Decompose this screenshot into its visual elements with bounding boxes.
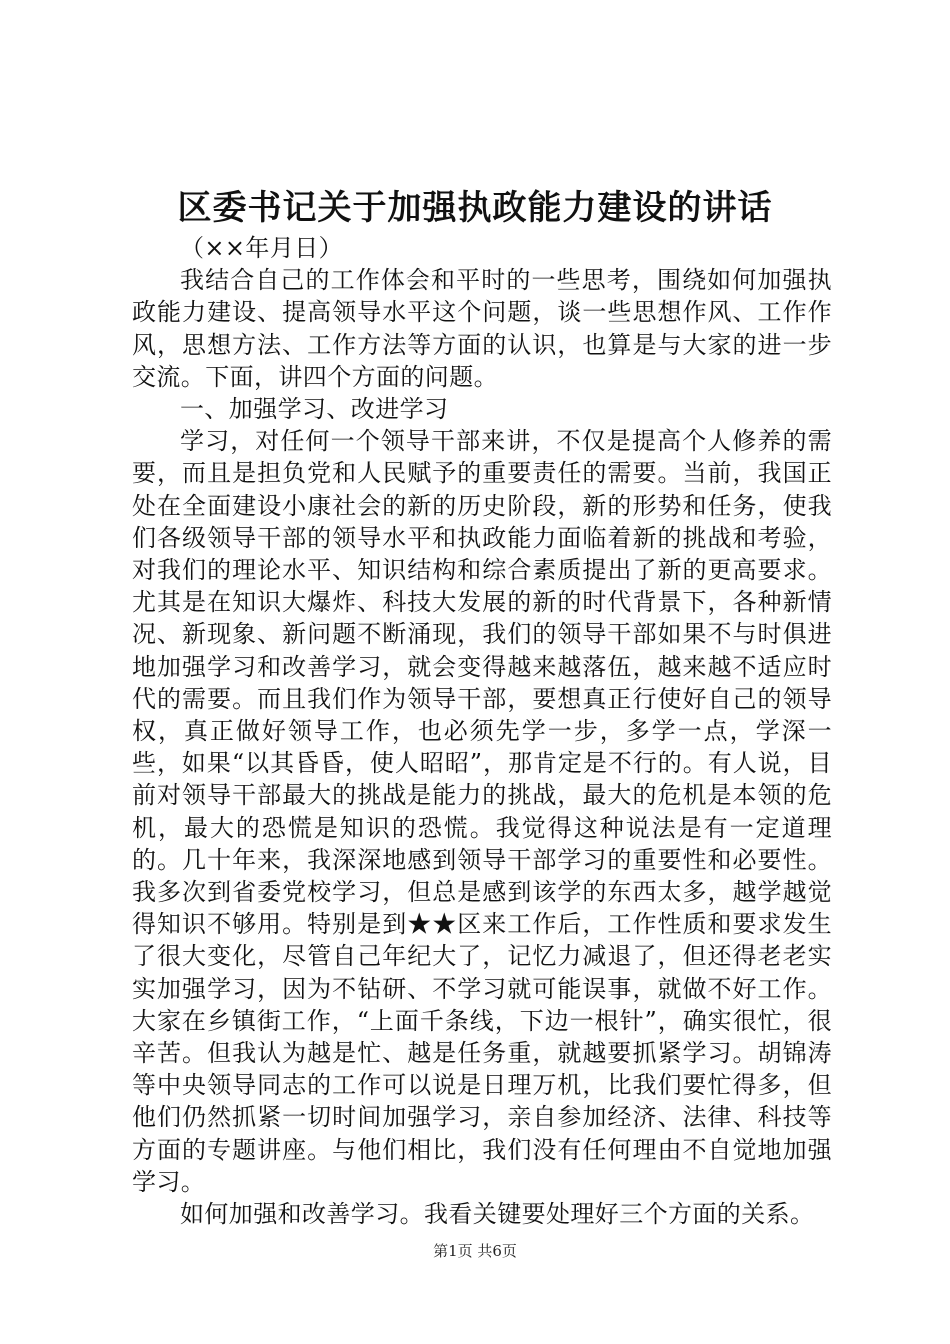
section-heading: 一、加强学习、改进学习: [180, 395, 449, 424]
date-line: （××年月日）: [180, 234, 344, 262]
document-body: [132, 232, 832, 1230]
paragraph-study: 学习，对任何一个领导干部来讲，不仅是提高个人修养的需要，而且是担负党和人民赋予的重要责任的需要。当前，我国正处在全面建设小康社会的新的历史阶段，新的形势和任务，使我们各级领导干部的领导水平和执政能力面临着新的挑战和考验，对我们的理论水平、知识结构和综合素质提出了新的更高要求。尤其是在知识大爆炸、科技大发展的新的时代背景下，各种新情况、新现象、新问题不断涌现，我们的领导干部如果不与时俱进地加强学习和改善学习，就会变得越来越落伍，越来越不适应时代的需要。而且我们作为领导干部，要想真正行使好自己的领导权，真正做好领导工作，也必须先学一步，多学一点，学深一些，如果“以其昏昏，使人昭昭”，那肯定是不行的。有人说，目前对领导干部最大的挑战是能力的挑战，最大的危机是本领的危机，最大的恐慌是知识的恐慌。我觉得这种说法是有一定道理的。几十年来，我深深地感到领导干部学习的重要性和必要性。我多次到省委党校学习，但总是感到该学的东西太多，越学越觉得知识不够用。特别是到★★区来工作后，工作性质和要求发生了很大变化，尽管自己年纪大了，记忆力减退了，但还得老老实实加强学习，因为不钻研、不学习就可能误事，就做不好工作。大家在乡镇街工作，“上面千条线，下边一根针”，确实很忙，很辛苦。但我认为越是忙、越是任务重，就越要抓紧学习。胡锦涛等中央领导同志的工作可以说是日理万机，比我们要忙得多，但他们仍然抓紧一切时间加强学习，亲自参加经济、法律、科技等方面的专题讲座。与他们相比，我们没有任何理由不自觉地加强学习。: [132, 427, 832, 1196]
page-footer: 第1页 共6页: [433, 1242, 517, 1260]
paragraph-relations: 如何加强和改善学习。我看关键要处理好三个方面的关系。: [180, 1200, 815, 1229]
paragraph-intro: 我结合自己的工作体会和平时的一些思考，围绕如何加强执政能力建设、提高领导水平这个问题，谈一些思想作风、工作作风，思想方法、工作方法等方面的认识，也算是与大家的进一步交流。下面，讲四个方面的问题。: [132, 266, 832, 391]
document-title: 区委书记关于加强执政能力建设的讲话: [177, 188, 773, 228]
